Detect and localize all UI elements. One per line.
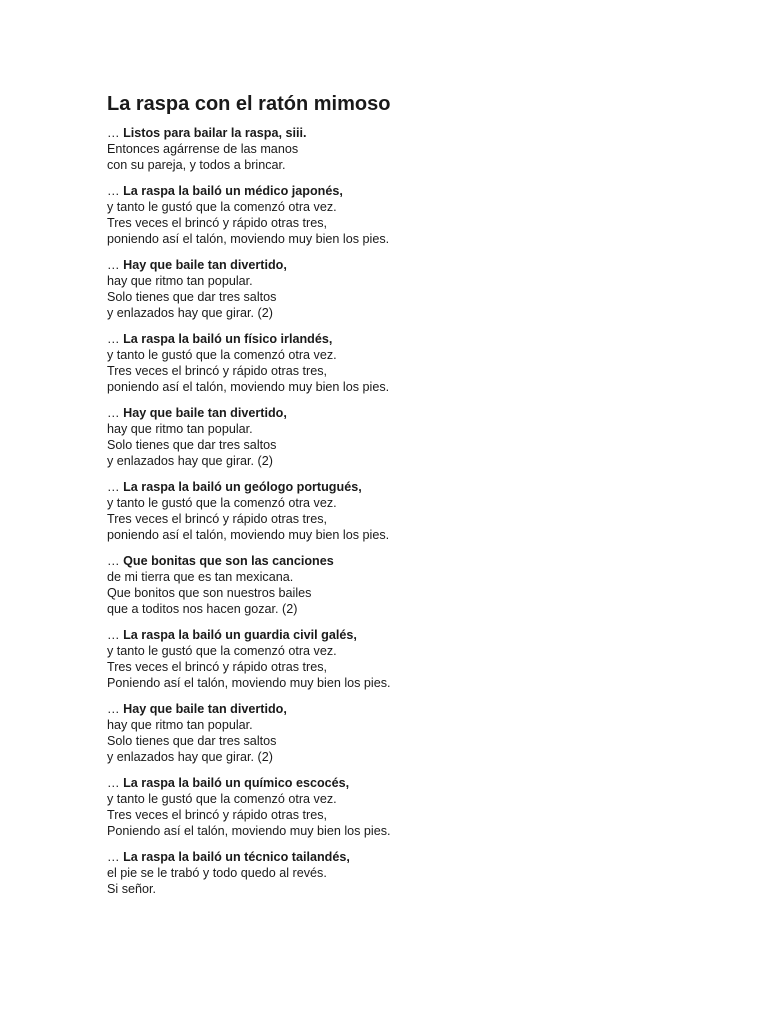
- lyrics: [107, 125, 707, 897]
- stanza-lead-line: [107, 125, 707, 141]
- page-title: La raspa con el ratón mimoso: [107, 93, 391, 115]
- lyric-line: y tanto le gustó que la comenzó otra vez.: [107, 348, 337, 362]
- stanza-lead-text: Hay que baile tan divertido,: [123, 406, 287, 420]
- stanza-lead-text: La raspa la bailó un geólogo portugués,: [123, 480, 362, 494]
- stanza: [107, 553, 707, 617]
- lyric-line: hay que ritmo tan popular.: [107, 718, 253, 732]
- stanza: [107, 331, 707, 395]
- stanza: [107, 627, 707, 691]
- stanza-lead-text: La raspa la bailó un químico escocés,: [123, 776, 350, 790]
- ellipsis: …: [107, 258, 120, 272]
- stanza: [107, 405, 707, 469]
- lyric-line: y enlazados hay que girar. (2): [107, 454, 273, 468]
- lyric-line: que a toditos nos hacen gozar. (2): [107, 602, 298, 616]
- stanza-lead-text: Hay que baile tan divertido,: [123, 702, 287, 716]
- lyric-line: poniendo así el talón, moviendo muy bien los pies.: [107, 528, 390, 542]
- ellipsis: …: [107, 850, 120, 864]
- lyric-line: hay que ritmo tan popular.: [107, 422, 253, 436]
- lyric-line: Solo tienes que dar tres saltos: [107, 290, 277, 304]
- ellipsis: …: [107, 406, 120, 420]
- stanza: [107, 183, 707, 247]
- ellipsis: …: [107, 126, 120, 140]
- stanza-lead-line: [107, 405, 707, 421]
- stanza-lead-line: [107, 701, 707, 717]
- lyric-line: Que bonitos que son nuestros bailes: [107, 586, 312, 600]
- stanza-lead-text: La raspa la bailó un técnico tailandés,: [123, 850, 350, 864]
- stanza-lead-line: [107, 775, 707, 791]
- stanza: [107, 125, 707, 173]
- lyric-line: y tanto le gustó que la comenzó otra vez.: [107, 496, 337, 510]
- stanza: [107, 479, 707, 543]
- ellipsis: …: [107, 332, 120, 346]
- stanza: [107, 849, 707, 897]
- stanza-lead-line: [107, 183, 707, 199]
- lyric-line: poniendo así el talón, moviendo muy bien los pies.: [107, 380, 390, 394]
- lyric-line: y enlazados hay que girar. (2): [107, 306, 273, 320]
- ellipsis: …: [107, 480, 120, 494]
- stanza-lead-line: [107, 553, 707, 569]
- ellipsis: …: [107, 628, 120, 642]
- lyric-line: Poniendo así el talón, moviendo muy bien los pies.: [107, 676, 391, 690]
- ellipsis: …: [107, 776, 120, 790]
- stanza: [107, 701, 707, 765]
- stanza-lead-text: Listos para bailar la raspa, siii.: [123, 126, 307, 140]
- stanza-lead-text: La raspa la bailó un guardia civil galés,: [123, 628, 357, 642]
- lyric-line: hay que ritmo tan popular.: [107, 274, 253, 288]
- lyric-line: y tanto le gustó que la comenzó otra vez.: [107, 792, 337, 806]
- document-body: [107, 92, 707, 907]
- stanza-lead-line: [107, 627, 707, 643]
- lyric-line: Solo tienes que dar tres saltos: [107, 734, 277, 748]
- lyric-line: Poniendo así el talón, moviendo muy bien los pies.: [107, 824, 391, 838]
- lyric-line: Tres veces el brincó y rápido otras tres,: [107, 364, 328, 378]
- lyric-line: y tanto le gustó que la comenzó otra vez.: [107, 644, 337, 658]
- stanza-lead-line: [107, 849, 707, 865]
- stanza-lead-text: La raspa la bailó un físico irlandés,: [123, 332, 333, 346]
- lyric-line: el pie se le trabó y todo quedo al revés.: [107, 866, 327, 880]
- stanza-lead-line: [107, 257, 707, 273]
- lyric-line: y tanto le gustó que la comenzó otra vez.: [107, 200, 337, 214]
- lyric-line: Tres veces el brincó y rápido otras tres,: [107, 216, 328, 230]
- lyric-line: Si señor.: [107, 882, 157, 896]
- ellipsis: …: [107, 554, 120, 568]
- lyric-line: Solo tienes que dar tres saltos: [107, 438, 277, 452]
- stanza-lead-text: Hay que baile tan divertido,: [123, 258, 287, 272]
- ellipsis: …: [107, 702, 120, 716]
- lyric-line: Entonces agárrense de las manos: [107, 142, 299, 156]
- stanza: [107, 257, 707, 321]
- ellipsis: …: [107, 184, 120, 198]
- stanza-lead-line: [107, 479, 707, 495]
- lyric-line: de mi tierra que es tan mexicana.: [107, 570, 294, 584]
- lyric-line: poniendo así el talón, moviendo muy bien los pies.: [107, 232, 390, 246]
- stanza-lead-text: La raspa la bailó un médico japonés,: [123, 184, 343, 198]
- lyric-line: Tres veces el brincó y rápido otras tres,: [107, 512, 328, 526]
- stanza-lead-line: [107, 331, 707, 347]
- lyric-line: Tres veces el brincó y rápido otras tres,: [107, 660, 328, 674]
- lyric-line: Tres veces el brincó y rápido otras tres,: [107, 808, 328, 822]
- lyric-line: y enlazados hay que girar. (2): [107, 750, 273, 764]
- lyric-line: con su pareja, y todos a brincar.: [107, 158, 286, 172]
- stanza: [107, 775, 707, 839]
- stanza-lead-text: Que bonitas que son las canciones: [123, 554, 334, 568]
